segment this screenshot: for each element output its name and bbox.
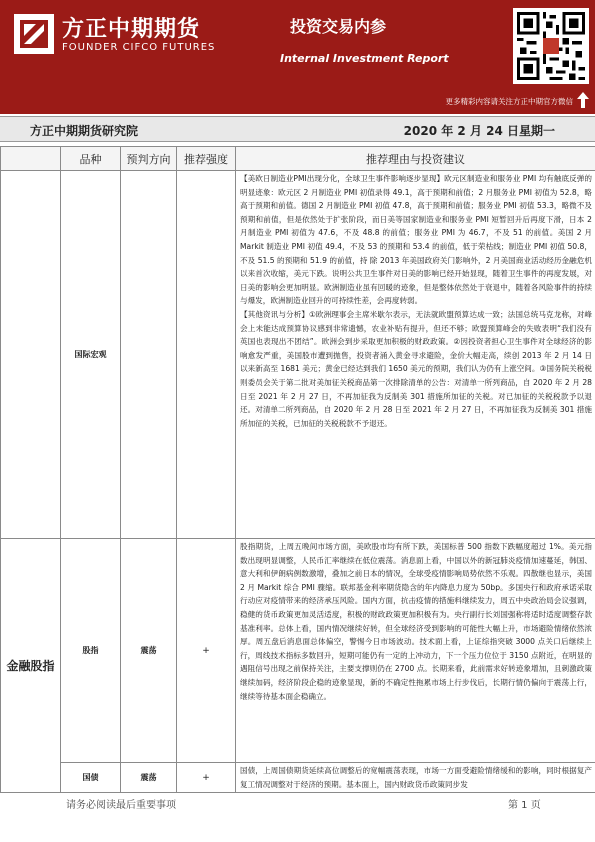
research-dept: 方正中期期货研究院 bbox=[30, 124, 139, 138]
header-variety: 品种 bbox=[61, 147, 121, 171]
reason-paragraph: 股指期货，上周五晚间市场方面，美欧股市均有所下跌，美国标普 500 指数下跌幅度超过 1%。美元指数出现明显调整，人民币汇率继续在低位震荡。消息面上看，中国以外的新冠肺炎疫情加速蔓延，韩国、意大利和伊朗病例数激增，叠加之前日本的情况，全球受疫情影响局势依然不乐观。四散继也显示，美国 2 月 Markit 综合 PMI 骤缩。联邦基金利率期货隐含的年内降息力度为 50bp。多国央行和政府承诺采取行动应对疫情带来的经济承压风险。国内方面，抗击疫情的措施料继续发力，周五中央政治局会议强调，稳健的货币政策更加灵活适度，积极的财政政策更加积极有为。央行副行长刘国强称将适时适度调整存款基准利率。总体上看，国内情况继续好转，但全球经济受到影响的可能性大幅上升，市场避险情绪依然浓厚。周五盘后消息面总体偏空，警惕今日市场波动。技术面上看，上证综指突破 3000 点关口后继续上行，周线技术指标多数回升，短期可能仍有一定的上冲动力，下一个压力位位于 3150 点附近，在明显的遇阻信号出现之前保持关注，主要支撑则仍在 2700 点。长期来看，此前需求好转迹象增加，且刺激政策继续加码，经济阶段企稳的迹象显现，新的不确定性拖累市场上行步伐后，长期行情仍偏向于震荡上行，继续等待基本面企稳确立。 bbox=[240, 542, 592, 701]
direction-cell: 震荡 bbox=[121, 539, 177, 763]
table-row bbox=[1, 171, 595, 539]
table-row bbox=[1, 539, 595, 763]
reason-cell bbox=[236, 171, 595, 539]
strength-cell: + bbox=[177, 763, 236, 793]
date-band bbox=[0, 116, 595, 142]
variety-cell: 股指 bbox=[61, 539, 121, 763]
brand-name-en: FOUNDER CIFCO FUTURES bbox=[62, 42, 216, 53]
direction-cell bbox=[121, 171, 177, 539]
header-reason: 推荐理由与投资建议 bbox=[236, 147, 595, 171]
company-logo-icon bbox=[14, 14, 54, 54]
reason-paragraph: 国债，上周国债期货延续高位调整后的宽幅震荡表现，市场一方面受避险情绪缓和的影响，同时根据复产复工情况调整对于经济的预期。基本面上，国内财政货币政策同步发 bbox=[240, 766, 592, 789]
strength-cell: + bbox=[177, 539, 236, 763]
report-header bbox=[0, 0, 595, 114]
reason-paragraph: 【其他资讯与分析】①欧洲理事会主席米歇尔表示，无法就欧盟预算达成一致；法国总统马克龙称，对峰会上未能达成预算协议感到非常遗憾，农业补贴有提升，但还不够；欧盟预算峰会的失败表明“我们没有英国也表现出不团结”。欧洲会到步采取更加积极的财政政策。②因投资者担心卫生事件对全球经济的影响愈发严重，美国股市遭到抛售，投资者涌入黄金寻求避险，金价大幅走高，续创 2013 年 2 月 14 日以来新高至 1681 美元；黄金已经达到我们 1650 美元的预期，我们认为仍有上涨空间。③国务院关税税则委员会关于第二批对美加征关税商品第一次排除清单的公告：对清单一所列商品，自 2020 年 2 月 28 日至 2021 年 2 月 27 日，不再加征我为反制美 301 措施所加征的关税。对已加征的关税税款予以退还。对清单二所列商品，自 2020 年 2 月 28 日至 2021 年 2 月 27 日，不再加征我为反制美 301 措施所加征的关税，已加征的关税税款不予退还。 bbox=[240, 309, 592, 428]
reason-paragraph: 【美欧日制造业PMI出现分化，全球卫生事件影响逐步显现】欧元区制造业和服务业 PMI 均有触底反弹的明显迹象：欧元区 2 月制造业 PMI 初值录得 49.1，高于预期和前值；2 月服务业 PMI 初值为 52.8，略高于预期和前值。德国 2 月制造业 PMI 初值 47.8，高于预期和前值；服务业 PMI 初值 53.3，略微不及预期和前值，但是依然处于扩张阶段，而日美等国家制造业和服务业 PMI 短暂回升后再度下滑，日本 2 月制造业 PMI 初值为 47.6，不及 48.8 的前值；服务业 PMI 为 46.7，不及 51 的前值。美国 2 月 Markit 制造业 PMI 初值 49.4，不及 53 的预期和 53.4 的前值，低于荣枯线；制造业 PMI 初值 50.8，不及 51.5 的预期和 51.9 的前值，持 除 2013 年美国政府关门影响外，2 月美国商业活动经历金融危机以来首次收缩，美元下跌。说明公共卫生事件对日美的影响已经开始显现，随着卫生事件的再度发展，对日美的影响会更加明显。欧洲制造业虽有回暖的迹象，但是整体依然处于衰退中，随着各风险事件的持续与爆发，欧洲制造业回升的可持续性差，会再度转弱。 bbox=[240, 174, 592, 306]
header-category bbox=[1, 147, 61, 171]
strength-cell bbox=[177, 171, 236, 539]
follow-wechat-text: 更多精彩内容请关注方正中期官方微信 bbox=[445, 97, 573, 106]
arrow-up-icon bbox=[577, 92, 589, 108]
recommendation-table bbox=[0, 146, 595, 793]
reason-cell bbox=[236, 763, 595, 793]
disclaimer-note: 请务必阅读最后重要事项 bbox=[66, 800, 176, 811]
direction-cell: 震荡 bbox=[121, 763, 177, 793]
category-cell: 金融股指 bbox=[1, 539, 61, 793]
report-title-cn: 投资交易内参 bbox=[290, 17, 387, 36]
table-row bbox=[1, 763, 595, 793]
header-direction: 预判方向 bbox=[121, 147, 177, 171]
qr-code-icon bbox=[517, 12, 585, 80]
report-date: 2020 年 2 月 24 日星期一 bbox=[403, 124, 555, 138]
category-cell bbox=[1, 171, 61, 539]
page-number: 第 1 页 bbox=[508, 800, 541, 811]
wechat-qr-code[interactable] bbox=[513, 8, 589, 84]
header-strength: 推荐强度 bbox=[177, 147, 236, 171]
reason-cell bbox=[236, 539, 595, 763]
variety-cell: 国际宏观 bbox=[61, 171, 121, 539]
report-title-en: Internal Investment Report bbox=[280, 52, 449, 65]
variety-cell: 国债 bbox=[61, 763, 121, 793]
table-header-row bbox=[1, 147, 595, 171]
brand-name-cn: 方正中期期货 bbox=[62, 17, 201, 42]
